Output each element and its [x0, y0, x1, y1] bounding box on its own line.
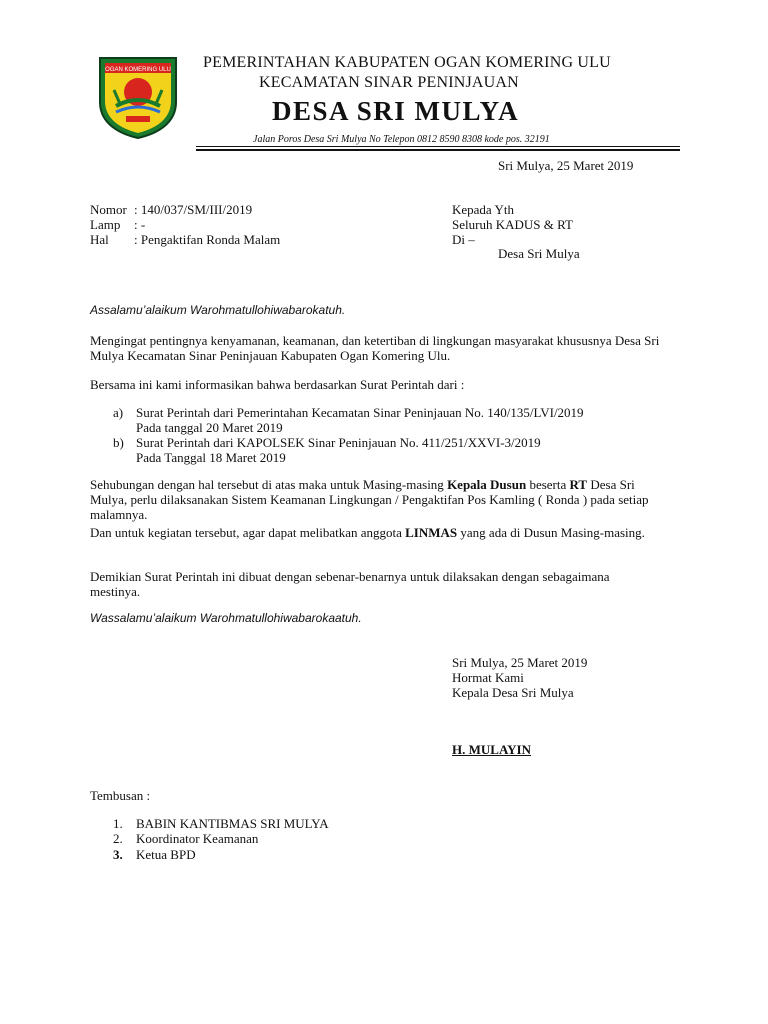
nomor-label: Nomor — [90, 202, 127, 217]
letterhead-address: Jalan Poros Desa Sri Mulya No Telepon 0812 8590 8308 kode pos. 32191 — [253, 134, 550, 145]
regency-logo — [96, 54, 180, 140]
signature-title: Kepala Desa Sri Mulya — [452, 685, 574, 700]
paragraph-1: Mengingat pentingnya kenyamanan, keamanan, dan ketertiban di lingkungan masyarakat khususnya Desa Sri Mulya Kecamatan Sinar Peninjauan Kabupaten Ogan Komering Ulu. — [90, 333, 660, 363]
cc-item-3-marker: 3. — [113, 847, 123, 862]
letterhead-line2: KECAMATAN SINAR PENINJAUAN — [259, 74, 519, 91]
hal-label: Hal — [90, 232, 109, 247]
letterhead-line3: DESA SRI MULYA — [272, 96, 520, 126]
header-rule-thin — [196, 146, 680, 147]
closing-greeting: Wassalamu’alaikum Warohmatullohiwabarokaatuh. — [90, 611, 362, 625]
recipient-line1: Kepada Yth — [452, 202, 514, 217]
paragraph-3-text1: Sehubungan dengan hal tersebut di atas maka untuk Masing-masing — [90, 477, 448, 492]
cc-item-2: Koordinator Keamanan — [136, 831, 259, 846]
order-b-line2: Pada Tanggal 18 Maret 2019 — [136, 450, 286, 465]
date-line: Sri Mulya, 25 Maret 2019 — [498, 158, 634, 173]
signature-place-date: Sri Mulya, 25 Maret 2019 — [452, 655, 588, 670]
paragraph-5: Demikian Surat Perintah ini dibuat dengan sebenar-benarnya untuk dilaksakan dengan sebagaimana mestinya. — [90, 569, 610, 599]
recipient-line3: Di – — [452, 232, 475, 247]
linmas-bold: LINMAS — [405, 525, 458, 540]
greeting: Assalamu’alaikum Warohmatullohiwabarokatuh. — [90, 303, 346, 317]
lamp-value: : - — [134, 217, 146, 232]
recipient-line2: Seluruh KADUS & RT — [452, 217, 573, 232]
paragraph-4-text1: Dan untuk kegiatan tersebut, agar dapat melibatkan anggota — [90, 525, 406, 540]
signature-respect: Hormat Kami — [452, 670, 524, 685]
logo-caption: OGAN KOMERING ULU — [105, 67, 171, 73]
order-b-marker: b) — [113, 435, 124, 450]
kepala-dusun-bold: Kepala Dusun — [447, 477, 527, 492]
paragraph-3 — [90, 477, 662, 522]
paragraph-4 — [90, 525, 662, 540]
signature-name: H. MULAYIN — [452, 742, 531, 757]
cc-item-3: Ketua BPD — [136, 847, 196, 862]
cc-item-1-marker: 1. — [113, 816, 123, 831]
rt-bold: RT — [569, 477, 588, 492]
order-a-line2: Pada tanggal 20 Maret 2019 — [136, 420, 283, 435]
order-a-marker: a) — [113, 405, 124, 420]
order-a-line1: Surat Perintah dari Pemerintahan Kecamatan Sinar Peninjauan No. 140/135/LVI/2019 — [136, 405, 584, 420]
paragraph-2: Bersama ini kami informasikan bahwa berdasarkan Surat Perintah dari : — [90, 377, 465, 392]
cc-label: Tembusan : — [90, 788, 151, 803]
cc-item-2-marker: 2. — [113, 831, 123, 846]
header-rule-thick — [196, 149, 680, 151]
nomor-value: : 140/037/SM/III/2019 — [134, 202, 253, 217]
order-b-line1: Surat Perintah dari KAPOLSEK Sinar Peninjauan No. 411/251/XXVI-3/2019 — [136, 435, 541, 450]
lamp-label: Lamp — [90, 217, 121, 232]
paragraph-3-text3: Desa Sri Mulya, perlu dilaksanakan Sistem Keamanan Lingkungan / Pengaktifan Pos Kamling ( Ronda ) pada setiap malamnya. — [90, 477, 649, 522]
paragraph-4-text2: yang ada di Dusun Masing-masing. — [457, 525, 645, 540]
paragraph-3-text2: beserta — [526, 477, 570, 492]
cc-item-1: BABIN KANTIBMAS SRI MULYA — [136, 816, 329, 831]
letterhead-line1: PEMERINTAHAN KABUPATEN OGAN KOMERING ULU — [203, 54, 611, 71]
recipient-line4: Desa Sri Mulya — [498, 246, 580, 261]
hal-value: : Pengaktifan Ronda Malam — [134, 232, 281, 247]
